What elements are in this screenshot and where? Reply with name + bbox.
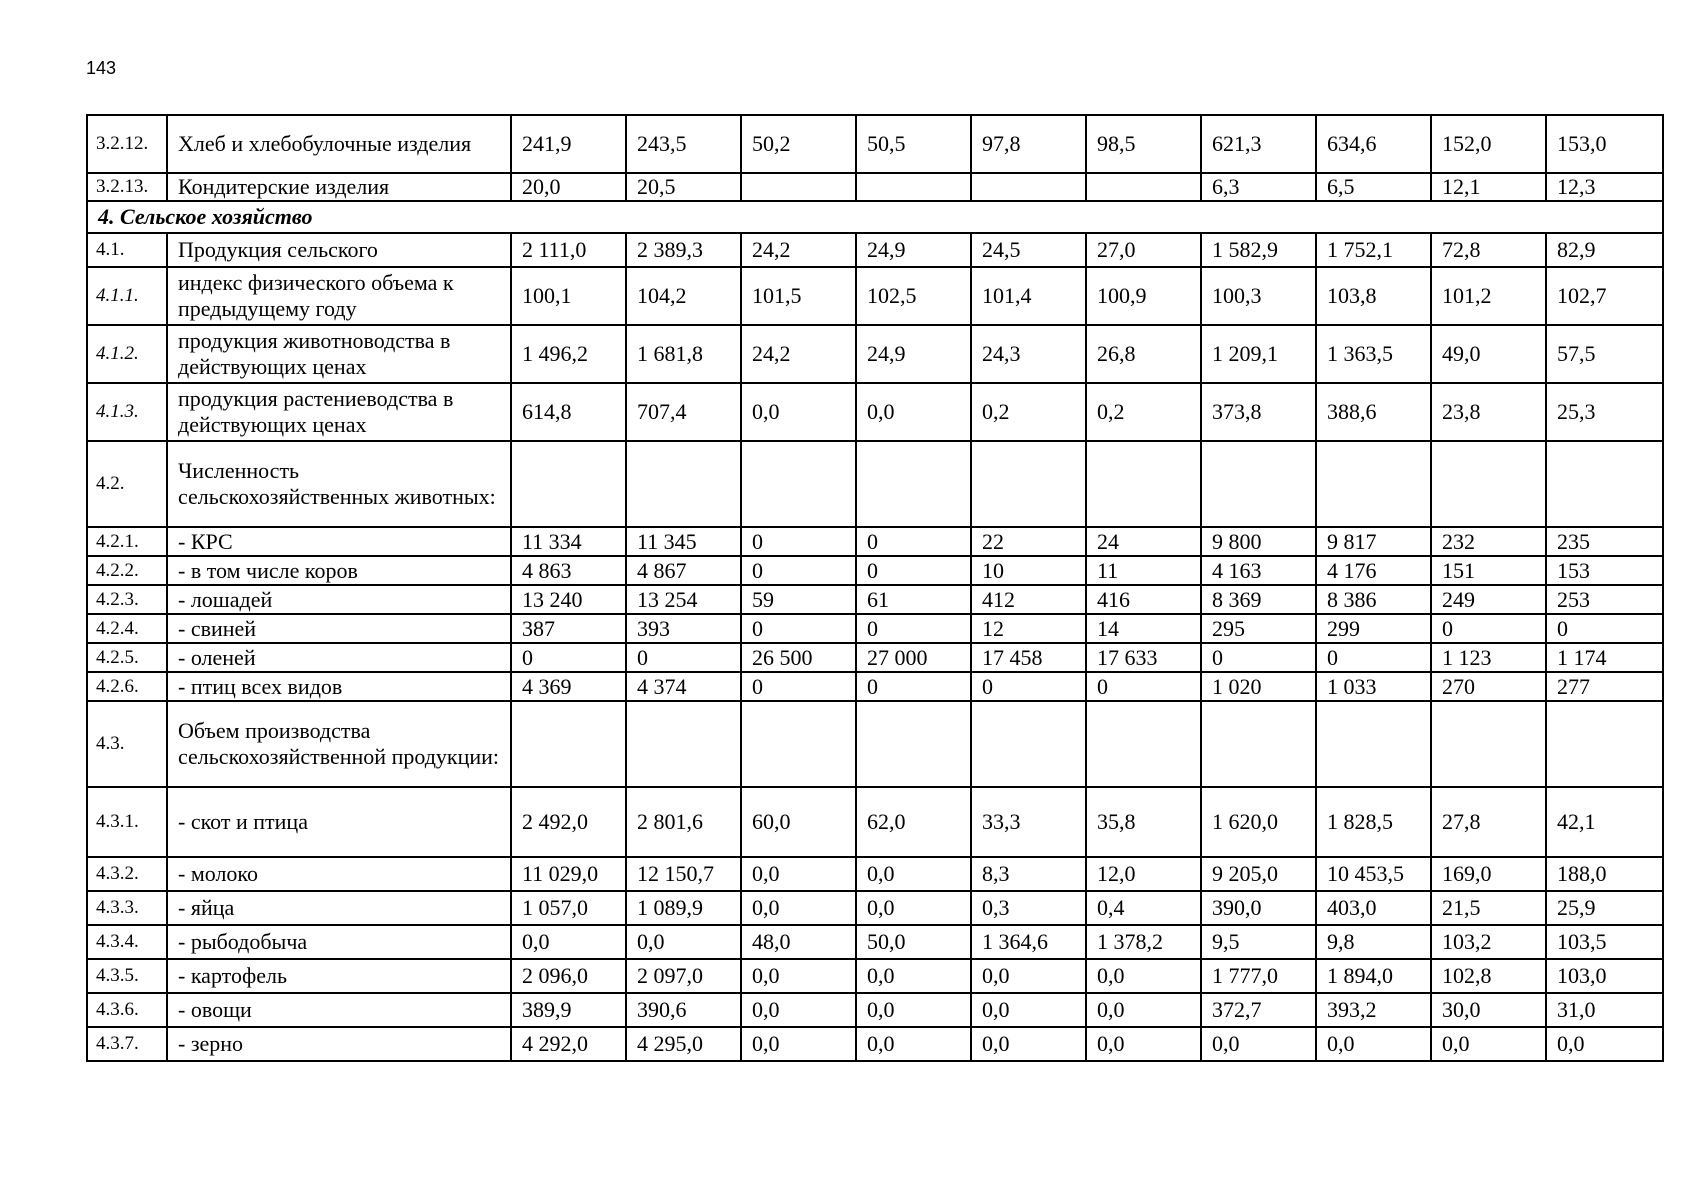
- value-cell: 390,6: [626, 993, 741, 1027]
- value-cell: 103,0: [1546, 959, 1663, 993]
- value-cell: 8 369: [1201, 585, 1316, 614]
- row-label: продукция растениеводства в действующих ценах: [167, 383, 511, 441]
- row-number: 4.2.1.: [87, 527, 167, 556]
- value-cell: 2 097,0: [626, 959, 741, 993]
- row-number: 4.1.2.: [87, 325, 167, 383]
- row-number: 3.2.13.: [87, 173, 167, 201]
- value-cell: 26 500: [741, 643, 856, 672]
- value-cell: 1 089,9: [626, 891, 741, 925]
- value-cell: 277: [1546, 672, 1663, 701]
- value-cell: 0: [741, 527, 856, 556]
- value-cell: 0,0: [1086, 959, 1201, 993]
- value-cell: 0: [1546, 614, 1663, 643]
- value-cell: 393,2: [1316, 993, 1431, 1027]
- value-cell: 60,0: [741, 787, 856, 857]
- value-cell: [1546, 441, 1663, 527]
- value-cell: 103,5: [1546, 925, 1663, 959]
- value-cell: 42,1: [1546, 787, 1663, 857]
- value-cell: 0: [856, 527, 971, 556]
- value-cell: 4 369: [511, 672, 626, 701]
- row-label: Кондитерские изделия: [167, 173, 511, 201]
- value-cell: 373,8: [1201, 383, 1316, 441]
- value-cell: 0,3: [971, 891, 1086, 925]
- value-cell: [1086, 701, 1201, 787]
- value-cell: [856, 173, 971, 201]
- value-cell: 295: [1201, 614, 1316, 643]
- value-cell: 0,4: [1086, 891, 1201, 925]
- value-cell: 232: [1431, 527, 1546, 556]
- row-number: 4.3.6.: [87, 993, 167, 1027]
- value-cell: 153: [1546, 556, 1663, 585]
- value-cell: 24,2: [741, 233, 856, 267]
- row-number: 4.3.2.: [87, 857, 167, 891]
- row-label: - свиней: [167, 614, 511, 643]
- row-label: - молоко: [167, 857, 511, 891]
- row-number: 4.2.: [87, 441, 167, 527]
- value-cell: 24,9: [856, 233, 971, 267]
- value-cell: 61: [856, 585, 971, 614]
- value-cell: 1 020: [1201, 672, 1316, 701]
- value-cell: [1316, 701, 1431, 787]
- value-cell: 101,4: [971, 267, 1086, 325]
- value-cell: 50,5: [856, 115, 971, 173]
- value-cell: [741, 701, 856, 787]
- value-cell: 151: [1431, 556, 1546, 585]
- value-cell: 403,0: [1316, 891, 1431, 925]
- value-cell: 169,0: [1431, 857, 1546, 891]
- value-cell: 241,9: [511, 115, 626, 173]
- value-cell: 9 817: [1316, 527, 1431, 556]
- value-cell: 0,0: [1201, 1027, 1316, 1061]
- value-cell: 0,0: [1546, 1027, 1663, 1061]
- row-number: 4.2.5.: [87, 643, 167, 672]
- value-cell: 0: [1316, 643, 1431, 672]
- value-cell: 0: [1201, 643, 1316, 672]
- value-cell: 59: [741, 585, 856, 614]
- value-cell: 27,8: [1431, 787, 1546, 857]
- value-cell: 102,5: [856, 267, 971, 325]
- value-cell: 1 364,6: [971, 925, 1086, 959]
- section-row: [87, 201, 1663, 233]
- value-cell: [1086, 441, 1201, 527]
- row-label: Объем производства сельскохозяйственной продукции:: [167, 701, 511, 787]
- value-cell: [626, 701, 741, 787]
- value-cell: 1 209,1: [1201, 325, 1316, 383]
- row-label: - оленей: [167, 643, 511, 672]
- table-row: [87, 527, 1663, 556]
- row-label: - КРС: [167, 527, 511, 556]
- value-cell: 4 295,0: [626, 1027, 741, 1061]
- value-cell: 4 867: [626, 556, 741, 585]
- value-cell: 97,8: [971, 115, 1086, 173]
- row-number: 4.2.3.: [87, 585, 167, 614]
- value-cell: 8,3: [971, 857, 1086, 891]
- value-cell: 27 000: [856, 643, 971, 672]
- value-cell: 0,0: [856, 891, 971, 925]
- value-cell: 0,0: [856, 959, 971, 993]
- table-row: [87, 857, 1663, 891]
- value-cell: 30,0: [1431, 993, 1546, 1027]
- row-number: 4.3.1.: [87, 787, 167, 857]
- row-number: 4.3.7.: [87, 1027, 167, 1061]
- value-cell: [741, 173, 856, 201]
- value-cell: 1 828,5: [1316, 787, 1431, 857]
- row-label: - птиц всех видов: [167, 672, 511, 701]
- value-cell: 49,0: [1431, 325, 1546, 383]
- value-cell: 389,9: [511, 993, 626, 1027]
- table-row: [87, 173, 1663, 201]
- value-cell: 22: [971, 527, 1086, 556]
- value-cell: 0,0: [856, 383, 971, 441]
- value-cell: 103,2: [1431, 925, 1546, 959]
- value-cell: 153,0: [1546, 115, 1663, 173]
- value-cell: 614,8: [511, 383, 626, 441]
- table-row: [87, 585, 1663, 614]
- value-cell: 11 334: [511, 527, 626, 556]
- value-cell: 11 029,0: [511, 857, 626, 891]
- value-cell: 0: [1086, 672, 1201, 701]
- value-cell: 82,9: [1546, 233, 1663, 267]
- value-cell: 249: [1431, 585, 1546, 614]
- value-cell: 4 163: [1201, 556, 1316, 585]
- value-cell: 20,5: [626, 173, 741, 201]
- value-cell: [971, 441, 1086, 527]
- value-cell: 11 345: [626, 527, 741, 556]
- table-row: [87, 556, 1663, 585]
- value-cell: 707,4: [626, 383, 741, 441]
- value-cell: 1 174: [1546, 643, 1663, 672]
- value-cell: 27,0: [1086, 233, 1201, 267]
- value-cell: 390,0: [1201, 891, 1316, 925]
- value-cell: 11: [1086, 556, 1201, 585]
- value-cell: 0,0: [741, 1027, 856, 1061]
- value-cell: 0: [511, 643, 626, 672]
- value-cell: 235: [1546, 527, 1663, 556]
- page-number: 143: [86, 58, 117, 78]
- value-cell: 0,0: [1086, 993, 1201, 1027]
- row-number: 4.3.4.: [87, 925, 167, 959]
- value-cell: [1316, 441, 1431, 527]
- value-cell: 12: [971, 614, 1086, 643]
- value-cell: 0,0: [741, 857, 856, 891]
- value-cell: 24,2: [741, 325, 856, 383]
- value-cell: 621,3: [1201, 115, 1316, 173]
- value-cell: 0,0: [741, 993, 856, 1027]
- value-cell: 0: [741, 614, 856, 643]
- value-cell: 21,5: [1431, 891, 1546, 925]
- value-cell: 23,8: [1431, 383, 1546, 441]
- value-cell: 31,0: [1546, 993, 1663, 1027]
- row-label: - лошадей: [167, 585, 511, 614]
- table-row: [87, 701, 1663, 787]
- value-cell: 17 633: [1086, 643, 1201, 672]
- value-cell: 2 111,0: [511, 233, 626, 267]
- value-cell: 101,5: [741, 267, 856, 325]
- value-cell: 0,0: [856, 857, 971, 891]
- value-cell: 12,0: [1086, 857, 1201, 891]
- row-label: - в том числе коров: [167, 556, 511, 585]
- value-cell: 387: [511, 614, 626, 643]
- value-cell: 24: [1086, 527, 1201, 556]
- table-row: [87, 614, 1663, 643]
- row-label: - картофель: [167, 959, 511, 993]
- value-cell: 9,8: [1316, 925, 1431, 959]
- value-cell: 1 363,5: [1316, 325, 1431, 383]
- value-cell: 416: [1086, 585, 1201, 614]
- value-cell: 2 096,0: [511, 959, 626, 993]
- value-cell: 102,8: [1431, 959, 1546, 993]
- value-cell: 50,0: [856, 925, 971, 959]
- value-cell: 25,9: [1546, 891, 1663, 925]
- value-cell: 0,0: [856, 1027, 971, 1061]
- row-label: - овощи: [167, 993, 511, 1027]
- value-cell: 100,1: [511, 267, 626, 325]
- value-cell: 8 386: [1316, 585, 1431, 614]
- value-cell: 26,8: [1086, 325, 1201, 383]
- value-cell: [856, 441, 971, 527]
- row-label: Хлеб и хлебобулочные изделия: [167, 115, 511, 173]
- table-row: [87, 672, 1663, 701]
- row-number: 4.2.6.: [87, 672, 167, 701]
- value-cell: 10 453,5: [1316, 857, 1431, 891]
- row-number: 4.3.5.: [87, 959, 167, 993]
- table-row: [87, 993, 1663, 1027]
- table-row: [87, 267, 1663, 325]
- row-number: 4.3.3.: [87, 891, 167, 925]
- table-row: [87, 1027, 1663, 1061]
- value-cell: 0,0: [741, 959, 856, 993]
- value-cell: 0: [856, 556, 971, 585]
- value-cell: 1 582,9: [1201, 233, 1316, 267]
- table-row: [87, 325, 1663, 383]
- row-number: 4.1.1.: [87, 267, 167, 325]
- row-label: Численность сельскохозяйственных животных:: [167, 441, 511, 527]
- row-label: - скот и птица: [167, 787, 511, 857]
- value-cell: 14: [1086, 614, 1201, 643]
- value-cell: 0,0: [971, 993, 1086, 1027]
- value-cell: [511, 441, 626, 527]
- value-cell: 24,9: [856, 325, 971, 383]
- value-cell: 0: [626, 643, 741, 672]
- value-cell: 0: [741, 672, 856, 701]
- value-cell: 24,5: [971, 233, 1086, 267]
- value-cell: 270: [1431, 672, 1546, 701]
- table-row: [87, 233, 1663, 267]
- value-cell: 17 458: [971, 643, 1086, 672]
- value-cell: [856, 701, 971, 787]
- value-cell: 1 033: [1316, 672, 1431, 701]
- value-cell: 98,5: [1086, 115, 1201, 173]
- value-cell: [511, 701, 626, 787]
- value-cell: 0: [856, 672, 971, 701]
- value-cell: [1201, 441, 1316, 527]
- value-cell: [626, 441, 741, 527]
- value-cell: 103,8: [1316, 267, 1431, 325]
- table-row: [87, 383, 1663, 441]
- table-row: [87, 925, 1663, 959]
- value-cell: 188,0: [1546, 857, 1663, 891]
- value-cell: 0,2: [1086, 383, 1201, 441]
- row-label: - рыбодобыча: [167, 925, 511, 959]
- value-cell: [1086, 173, 1201, 201]
- row-number: 3.2.12.: [87, 115, 167, 173]
- value-cell: 9 205,0: [1201, 857, 1316, 891]
- table-row: [87, 643, 1663, 672]
- table-row: [87, 891, 1663, 925]
- value-cell: 4 374: [626, 672, 741, 701]
- value-cell: 101,2: [1431, 267, 1546, 325]
- value-cell: 100,9: [1086, 267, 1201, 325]
- value-cell: [971, 173, 1086, 201]
- value-cell: 393: [626, 614, 741, 643]
- value-cell: 372,7: [1201, 993, 1316, 1027]
- table-row: [87, 115, 1663, 173]
- data-table: [86, 114, 1664, 1062]
- value-cell: 100,3: [1201, 267, 1316, 325]
- row-label: Продукция сельского: [167, 233, 511, 267]
- value-cell: 12,1: [1431, 173, 1546, 201]
- value-cell: 1 752,1: [1316, 233, 1431, 267]
- value-cell: 6,5: [1316, 173, 1431, 201]
- value-cell: 0: [1431, 614, 1546, 643]
- row-label: продукция животноводства в действующих ценах: [167, 325, 511, 383]
- value-cell: [1431, 441, 1546, 527]
- row-number: 4.1.: [87, 233, 167, 267]
- value-cell: 13 254: [626, 585, 741, 614]
- value-cell: 20,0: [511, 173, 626, 201]
- value-cell: 388,6: [1316, 383, 1431, 441]
- value-cell: 12,3: [1546, 173, 1663, 201]
- value-cell: 253: [1546, 585, 1663, 614]
- section-title: 4. Сельское хозяйство: [87, 201, 1663, 233]
- row-label: - зерно: [167, 1027, 511, 1061]
- value-cell: 25,3: [1546, 383, 1663, 441]
- value-cell: 1 057,0: [511, 891, 626, 925]
- value-cell: 0,0: [1086, 1027, 1201, 1061]
- value-cell: 57,5: [1546, 325, 1663, 383]
- value-cell: 35,8: [1086, 787, 1201, 857]
- value-cell: 12 150,7: [626, 857, 741, 891]
- value-cell: 33,3: [971, 787, 1086, 857]
- value-cell: 13 240: [511, 585, 626, 614]
- value-cell: 4 292,0: [511, 1027, 626, 1061]
- value-cell: 0,0: [511, 925, 626, 959]
- table-row: [87, 441, 1663, 527]
- value-cell: [1546, 701, 1663, 787]
- value-cell: 0: [741, 556, 856, 585]
- value-cell: 1 123: [1431, 643, 1546, 672]
- value-cell: 2 492,0: [511, 787, 626, 857]
- value-cell: 152,0: [1431, 115, 1546, 173]
- value-cell: 6,3: [1201, 173, 1316, 201]
- value-cell: 0,0: [741, 383, 856, 441]
- row-label: индекс физического объема к предыдущему году: [167, 267, 511, 325]
- value-cell: 299: [1316, 614, 1431, 643]
- value-cell: 2 389,3: [626, 233, 741, 267]
- value-cell: 4 176: [1316, 556, 1431, 585]
- value-cell: 0: [971, 672, 1086, 701]
- table-row: [87, 959, 1663, 993]
- value-cell: 24,3: [971, 325, 1086, 383]
- value-cell: 1 777,0: [1201, 959, 1316, 993]
- value-cell: 48,0: [741, 925, 856, 959]
- value-cell: 412: [971, 585, 1086, 614]
- value-cell: [971, 701, 1086, 787]
- value-cell: 0,0: [1431, 1027, 1546, 1061]
- value-cell: [1201, 701, 1316, 787]
- row-label: - яйца: [167, 891, 511, 925]
- value-cell: 634,6: [1316, 115, 1431, 173]
- value-cell: [741, 441, 856, 527]
- table-row: [87, 787, 1663, 857]
- value-cell: 0,0: [971, 959, 1086, 993]
- row-number: 4.2.2.: [87, 556, 167, 585]
- table-body: [87, 115, 1663, 1061]
- value-cell: 0,0: [971, 1027, 1086, 1061]
- value-cell: 0: [856, 614, 971, 643]
- value-cell: 62,0: [856, 787, 971, 857]
- value-cell: 10: [971, 556, 1086, 585]
- value-cell: 0,0: [856, 993, 971, 1027]
- value-cell: 0,0: [1316, 1027, 1431, 1061]
- value-cell: 102,7: [1546, 267, 1663, 325]
- row-number: 4.1.3.: [87, 383, 167, 441]
- value-cell: 50,2: [741, 115, 856, 173]
- value-cell: 1 681,8: [626, 325, 741, 383]
- value-cell: 2 801,6: [626, 787, 741, 857]
- row-number: 4.2.4.: [87, 614, 167, 643]
- value-cell: [1431, 701, 1546, 787]
- value-cell: 1 620,0: [1201, 787, 1316, 857]
- value-cell: 243,5: [626, 115, 741, 173]
- value-cell: 1 894,0: [1316, 959, 1431, 993]
- value-cell: 0,0: [741, 891, 856, 925]
- value-cell: 0,2: [971, 383, 1086, 441]
- value-cell: 104,2: [626, 267, 741, 325]
- value-cell: 9,5: [1201, 925, 1316, 959]
- value-cell: 0,0: [626, 925, 741, 959]
- row-number: 4.3.: [87, 701, 167, 787]
- value-cell: 4 863: [511, 556, 626, 585]
- value-cell: 1 378,2: [1086, 925, 1201, 959]
- value-cell: 9 800: [1201, 527, 1316, 556]
- value-cell: 72,8: [1431, 233, 1546, 267]
- value-cell: 1 496,2: [511, 325, 626, 383]
